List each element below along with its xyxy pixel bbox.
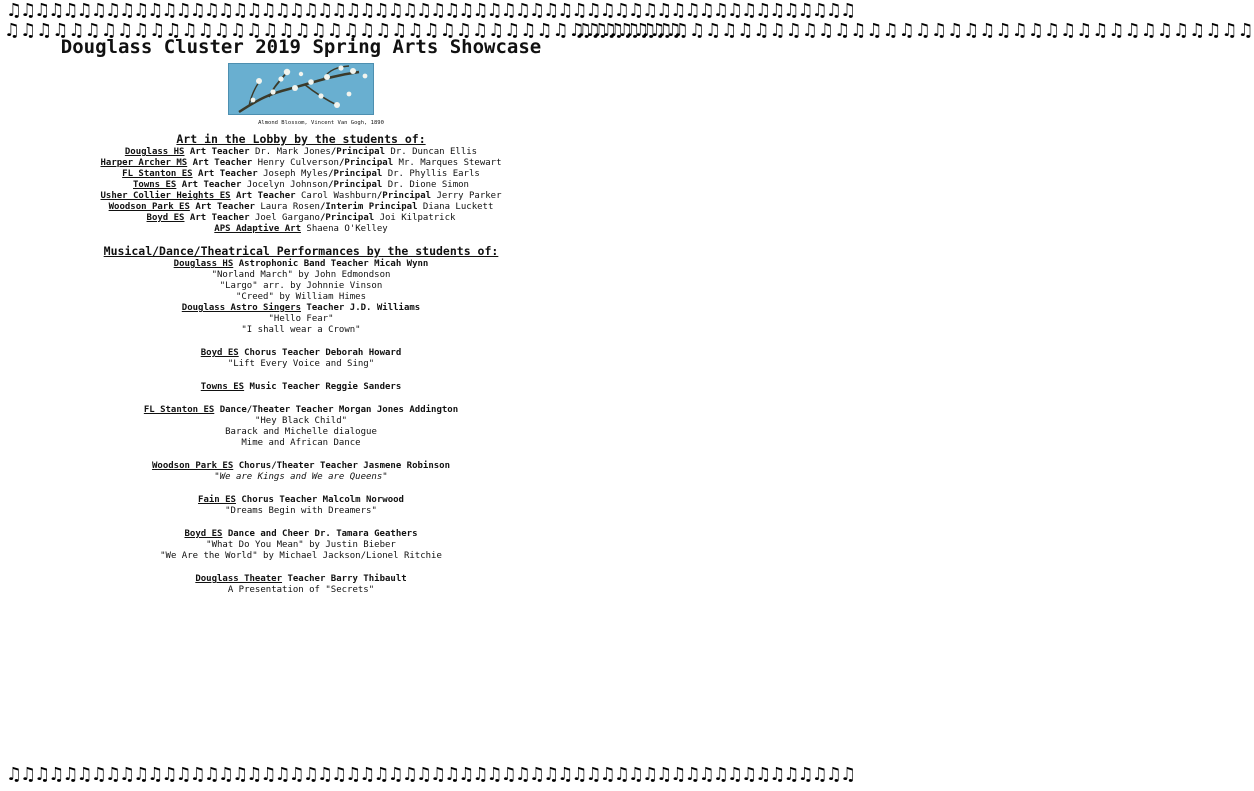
art-entry [34, 147, 568, 158]
art-entries-list [34, 147, 568, 235]
teacher-name: Joseph Myles [263, 169, 329, 179]
performance-group-header [34, 461, 568, 472]
art-entry [34, 213, 568, 224]
performance-item: "We are Kings and We are Queens" [214, 472, 388, 482]
performance-item: "Norland March" by John Edmondson [211, 270, 391, 280]
principal-role: /Principal [330, 147, 385, 157]
performance-item: Mime and African Dance [241, 438, 361, 448]
performance-item: "I shall wear a Crown" [241, 325, 361, 335]
teacher-name: Shaena O'Kelley [306, 224, 388, 234]
teacher-name: Astrophonic Band Teacher Micah Wynn [238, 259, 429, 269]
music-note-border-bottom: ♫♫♫♫♫♫♫♫♫♫♫♫♫♫♫♫♫♫♫♫♫♫♫♫♫♫♫♫♫♫♫♫♫♫♫♫♫♫♫♫♫♫♫♫♫♫♫♫♫♫♫♫♫♫♫♫♫♫♫♫ [6, 764, 855, 785]
school-name: Boyd ES [146, 213, 185, 223]
performance-item: "What Do You Mean" by Justin Bieber [206, 540, 396, 550]
teacher-name: Laura Rosen [260, 202, 320, 212]
teacher-name: Chorus Teacher Deborah Howard [244, 348, 402, 358]
performance-group-header [34, 259, 568, 270]
art-entry [34, 191, 568, 202]
teacher-name: Music Teacher Reggie Sanders [249, 382, 402, 392]
principal-role: /Principal [338, 158, 394, 168]
teacher-name: Henry Culverson [257, 158, 339, 168]
school-name: Towns ES [200, 382, 245, 392]
teacher-role: Art Teacher [181, 180, 242, 190]
school-name: Douglass Astro Singers [181, 303, 301, 313]
performance-list [34, 259, 568, 596]
performance-item: Barack and Michelle dialogue [225, 427, 377, 437]
performance-group-header [34, 405, 568, 416]
principal-name: Diana Luckett [422, 202, 494, 212]
principal-name: Mr. Marques Stewart [398, 158, 502, 168]
school-name: FL Stanton ES [122, 169, 193, 179]
performance-group-header [34, 382, 568, 393]
principal-name: Dr. Dione Simon [387, 180, 469, 190]
performance-item: "Hello Fear" [268, 314, 334, 324]
teacher-role: Art Teacher [198, 169, 258, 179]
performance-group-header [34, 495, 568, 506]
performance-group-header [34, 529, 568, 540]
principal-role: /Principal [376, 191, 432, 201]
almond-blossom-painting [228, 63, 374, 115]
principal-name: Dr. Phyllis Earls [387, 169, 480, 179]
school-name: Boyd ES [200, 348, 239, 358]
school-name: Harper Archer MS [100, 158, 188, 168]
teacher-role: Art Teacher [189, 213, 250, 223]
performance-item: "Lift Every Voice and Sing" [227, 359, 375, 369]
performance-group-header [34, 348, 568, 359]
page-title: Douglass Cluster 2019 Spring Arts Showcase [60, 36, 542, 58]
teacher-name: Dr. Mark Jones [254, 147, 331, 157]
performance-group-header [34, 303, 568, 314]
school-name: APS Adaptive Art [214, 224, 301, 234]
teacher-role: Art Teacher [195, 202, 255, 212]
art-entry [34, 158, 568, 169]
principal-name: Jerry Parker [436, 191, 502, 201]
school-name: Fain ES [198, 495, 236, 505]
art-entry [34, 224, 568, 235]
school-name: Douglass HS [173, 259, 234, 269]
school-name: Woodson Park ES [151, 461, 234, 471]
principal-name: Dr. Duncan Ellis [390, 147, 478, 157]
teacher-name: Joel Gargano [254, 213, 320, 223]
performance-item: "We Are the World" by Michael Jackson/Lionel Ritchie [160, 551, 442, 561]
teacher-name: Carol Washburn [301, 191, 377, 201]
principal-role: /Principal [328, 169, 383, 179]
performance-item: A Presentation of "Secrets" [227, 585, 375, 595]
school-name: FL Stanton ES [143, 405, 215, 415]
performance-group-header [34, 574, 568, 585]
school-name: Boyd ES [184, 529, 223, 539]
teacher-name: Jocelyn Johnson [246, 180, 329, 190]
performance-item: "Largo" arr. by Johnnie Vinson [219, 281, 383, 291]
art-section-heading: Art in the Lobby by the students of: [176, 132, 426, 146]
teacher-name: Chorus/Theater Teacher Jasmene Robinson [238, 461, 451, 471]
art-entry [34, 180, 568, 191]
teacher-name: Teacher J.D. Williams [306, 303, 421, 313]
teacher-role: Art Teacher [192, 158, 253, 168]
art-entry [34, 169, 568, 180]
music-note-border-left: ♫♫♫♫♫♫♫♫♫♫♫♫♫♫♫♫♫♫♫♫♫♫♫♫♫♫♫♫♫♫♫♫♫♫♫♫♫♫♫♫♫♫ [4, 20, 682, 41]
music-note-border-top: ♫♫♫♫♫♫♫♫♫♫♫♫♫♫♫♫♫♫♫♫♫♫♫♫♫♫♫♫♫♫♫♫♫♫♫♫♫♫♫♫♫♫♫♫♫♫♫♫♫♫♫♫♫♫♫♫♫♫♫♫ [6, 0, 855, 21]
performance-section-heading: Musical/Dance/Theatrical Performances by the students of: [103, 244, 499, 258]
principal-role: /Principal [328, 180, 383, 190]
school-name: Towns ES [133, 180, 177, 190]
school-name: Woodson Park ES [108, 202, 190, 212]
principal-role: /Principal [319, 213, 375, 223]
painting-caption: Almond Blossom, Vincent Van Gogh, 1890 [258, 120, 384, 126]
performance-item: "Hey Black Child" [254, 416, 348, 426]
principal-name: Joi Kilpatrick [379, 213, 456, 223]
music-note-border-right: ♫♫♫♫♫♫♫♫♫♫♫♫♫♫♫♫♫♫♫♫♫♫♫♫♫♫♫♫♫♫♫♫♫♫♫♫♫♫♫♫♫♫ [576, 20, 1254, 41]
school-name: Douglass HS [124, 147, 185, 157]
school-name: Usher Collier Heights ES [100, 191, 231, 201]
teacher-name: Dance/Theater Teacher Morgan Jones Addington [219, 405, 459, 415]
performance-item: "Creed" by William Himes [235, 292, 367, 302]
flyer-content [34, 36, 568, 596]
school-name: Douglass Theater [195, 574, 283, 584]
art-entry [34, 202, 568, 213]
teacher-role: Art Teacher [235, 191, 296, 201]
teacher-name: Dance and Cheer Dr. Tamara Geathers [227, 529, 418, 539]
performance-item: "Dreams Begin with Dreamers" [225, 506, 377, 516]
principal-role: /Interim Principal [319, 202, 418, 212]
teacher-role: Art Teacher [189, 147, 250, 157]
teacher-name: Teacher Barry Thibault [287, 574, 407, 584]
teacher-name: Chorus Teacher Malcolm Norwood [241, 495, 404, 505]
